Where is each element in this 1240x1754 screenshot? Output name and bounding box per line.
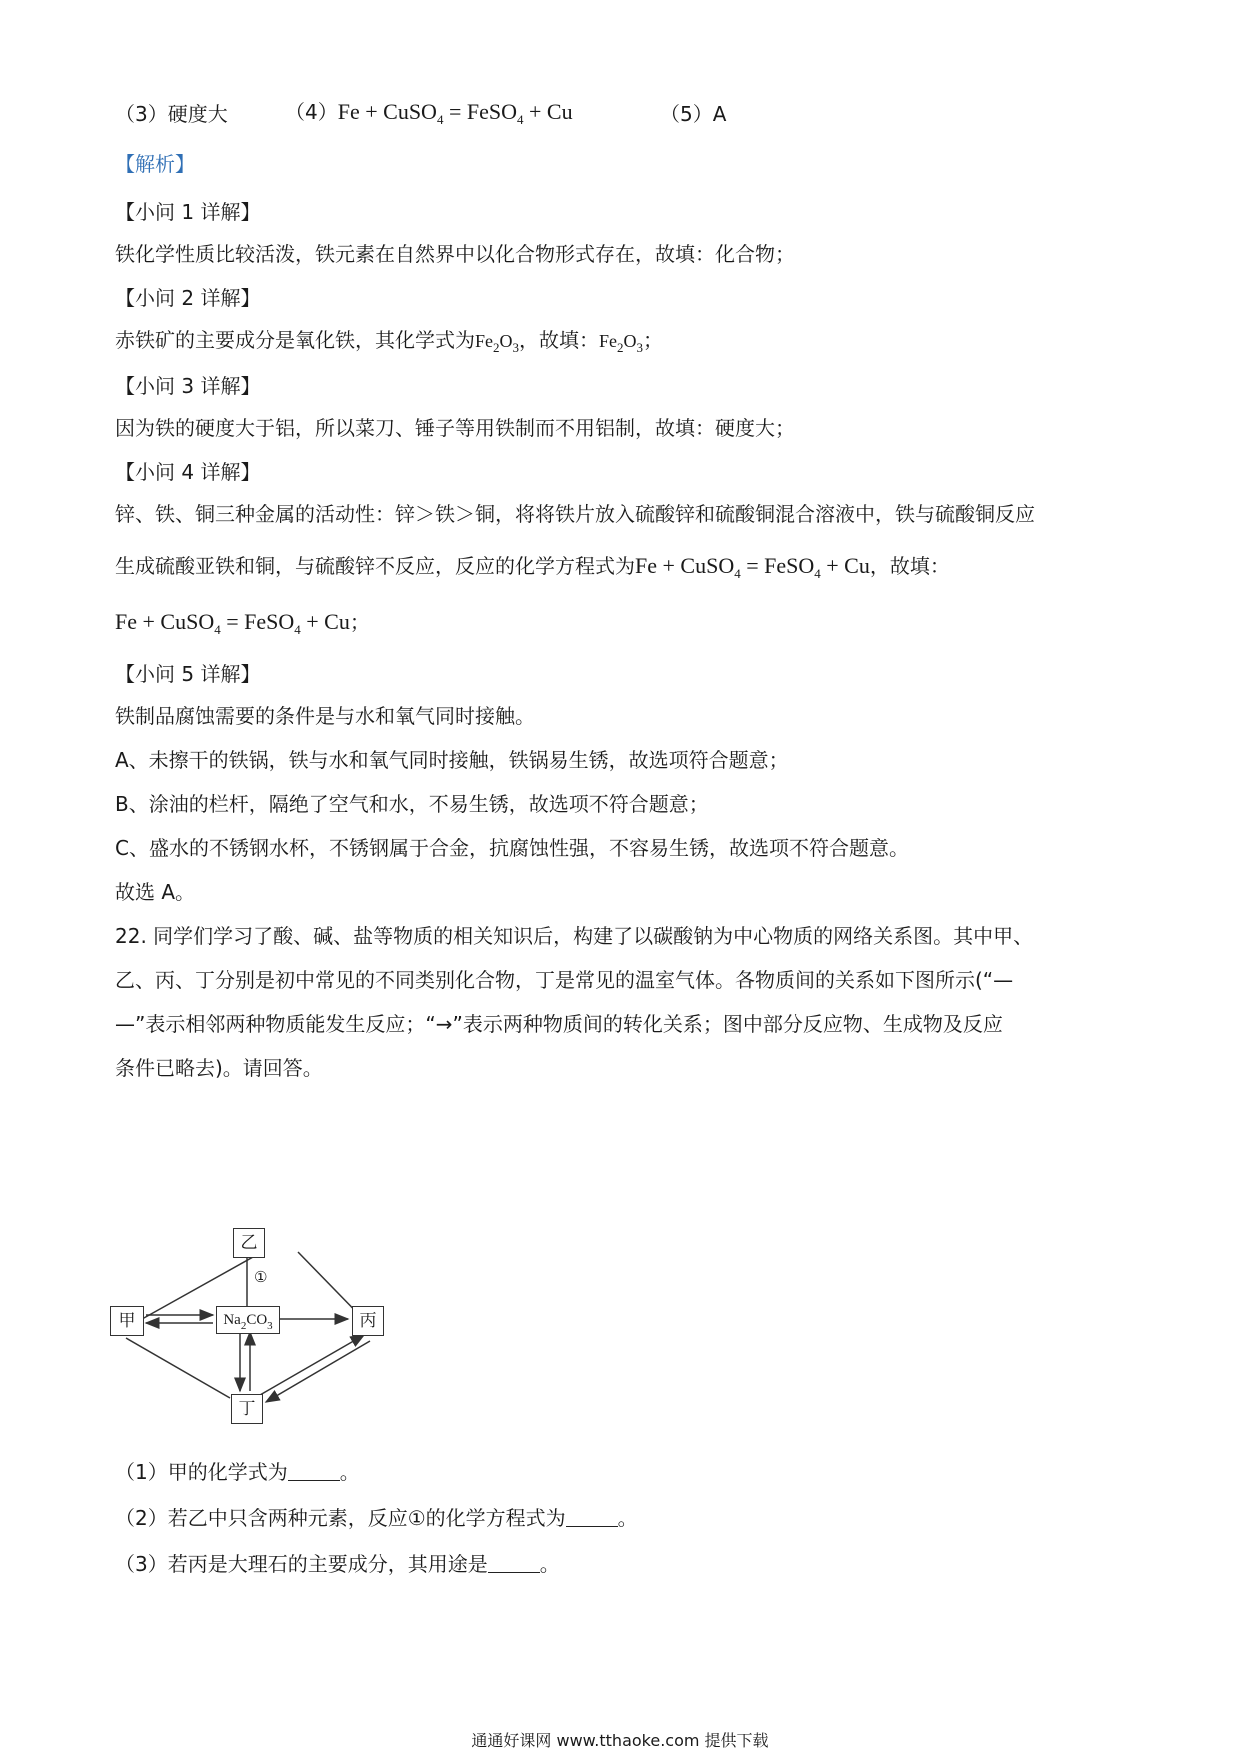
answers-row: [115, 100, 228, 128]
answer-4-formula: Fe + CuSO$_4$ = FeSO$_4$ + Cu: [337, 99, 573, 127]
q22-line1: 22. 同学们学习了酸、碱、盐等物质的相关知识后，构建了以碳酸钠为中心物质的网络关系图。其中甲、: [115, 924, 1034, 948]
answer-blank-2: [566, 1508, 618, 1527]
q5-option-a: A、未擦干的铁锅，铁与水和氧气同时接触，铁锅易生锈，故选项符合题意；: [115, 748, 789, 772]
q5-option-c: C、盛水的不锈钢水杯，不锈钢属于合金，抗腐蚀性强，不容易生锈，故选项不符合题意。: [115, 836, 909, 860]
node-na2co3: $Na_2CO_3$: [216, 1306, 280, 1334]
page-footer: 通通好课网 www.tthaoke.com 提供下载: [471, 1731, 769, 1750]
q2-text: 赤铁矿的主要成分是氧化铁，其化学式为$Fe_2O_3$，故填：$Fe_2O_3$；: [115, 328, 663, 355]
line-jia-ding: [126, 1338, 230, 1398]
node-ding: 丁: [231, 1394, 263, 1424]
q22-sub3: （3）若丙是大理石的主要成分，其用途是 。: [115, 1552, 560, 1576]
answer-3: （3）硬度大: [115, 102, 228, 126]
q4-formula-answer: Fe + CuSO$_4$ = FeSO$_4$ + Cu: [115, 609, 350, 637]
q5-conclusion: 故选 A。: [115, 880, 196, 904]
answer-4-label: （4）: [285, 100, 338, 124]
q2-formula-2: $Fe_2O_3$: [599, 331, 643, 355]
q1-text: 铁化学性质比较活泼，铁元素在自然界中以化合物形式存在，故填：化合物；: [115, 242, 795, 266]
q5-heading: 【小问 5 详解】: [115, 662, 261, 686]
q22-sub1: （1）甲的化学式为 。: [115, 1460, 360, 1484]
q4-heading: 【小问 4 详解】: [115, 460, 261, 484]
q22-line2: 乙、丙、丁分别是初中常见的不同类别化合物，丁是常见的温室气体。各物质间的关系如下图所示(“—: [115, 968, 1014, 992]
q22-sub2: （2）若乙中只含两种元素，反应①的化学方程式为 。: [115, 1506, 638, 1530]
answer-5: （5）A: [660, 102, 727, 126]
q2-heading: 【小问 2 详解】: [115, 286, 261, 310]
answer-blank-3: [488, 1554, 540, 1573]
node-jia: 甲: [110, 1306, 144, 1336]
node-yi: 乙: [233, 1228, 265, 1258]
answer-4: [285, 98, 573, 134]
q4-formula-inline: Fe + CuSO$_4$ = FeSO$_4$ + Cu: [635, 553, 870, 581]
q4-line2: 生成硫酸亚铁和铜，与硫酸锌不反应，反应的化学方程式为Fe + CuSO$_4$ = FeSO$_4$ + Cu，故填：: [115, 553, 950, 581]
q3-text: 因为铁的硬度大于铝，所以菜刀、锤子等用铁制而不用铝制，故填：硬度大；: [115, 416, 795, 440]
q5-intro: 铁制品腐蚀需要的条件是与水和氧气同时接触。: [115, 704, 535, 728]
relationship-diagram: [112, 1228, 442, 1438]
q3-heading: 【小问 3 详解】: [115, 374, 261, 398]
answer-blank-1: [288, 1462, 340, 1481]
arrow-ding-to-bing: [260, 1335, 364, 1395]
q4-line1: 锌、铁、铜三种金属的活动性：锌＞铁＞铜，将将铁片放入硫酸锌和硫酸铜混合溶液中，铁与硫酸铜反应: [115, 502, 1035, 526]
q2-formula-1: $Fe_2O_3$: [475, 331, 519, 355]
reaction-mark-1: ①: [254, 1268, 268, 1286]
q5-option-b: B、涂油的栏杆，隔绝了空气和水，不易生锈，故选项不符合题意；: [115, 792, 709, 816]
analysis-heading: 【解析】: [115, 152, 195, 176]
q22-line4: 条件已略去)。请回答。: [115, 1056, 323, 1080]
arrow-bing-to-ding: [266, 1341, 370, 1402]
q4-line3: Fe + CuSO$_4$ = FeSO$_4$ + Cu；: [115, 609, 370, 637]
q1-heading: 【小问 1 详解】: [115, 200, 261, 224]
node-bing: 丙: [352, 1306, 384, 1336]
q22-line3: —”表示相邻两种物质能发生反应；“→”表示两种物质间的转化关系；图中部分反应物、生成物及反应: [115, 1012, 1003, 1036]
